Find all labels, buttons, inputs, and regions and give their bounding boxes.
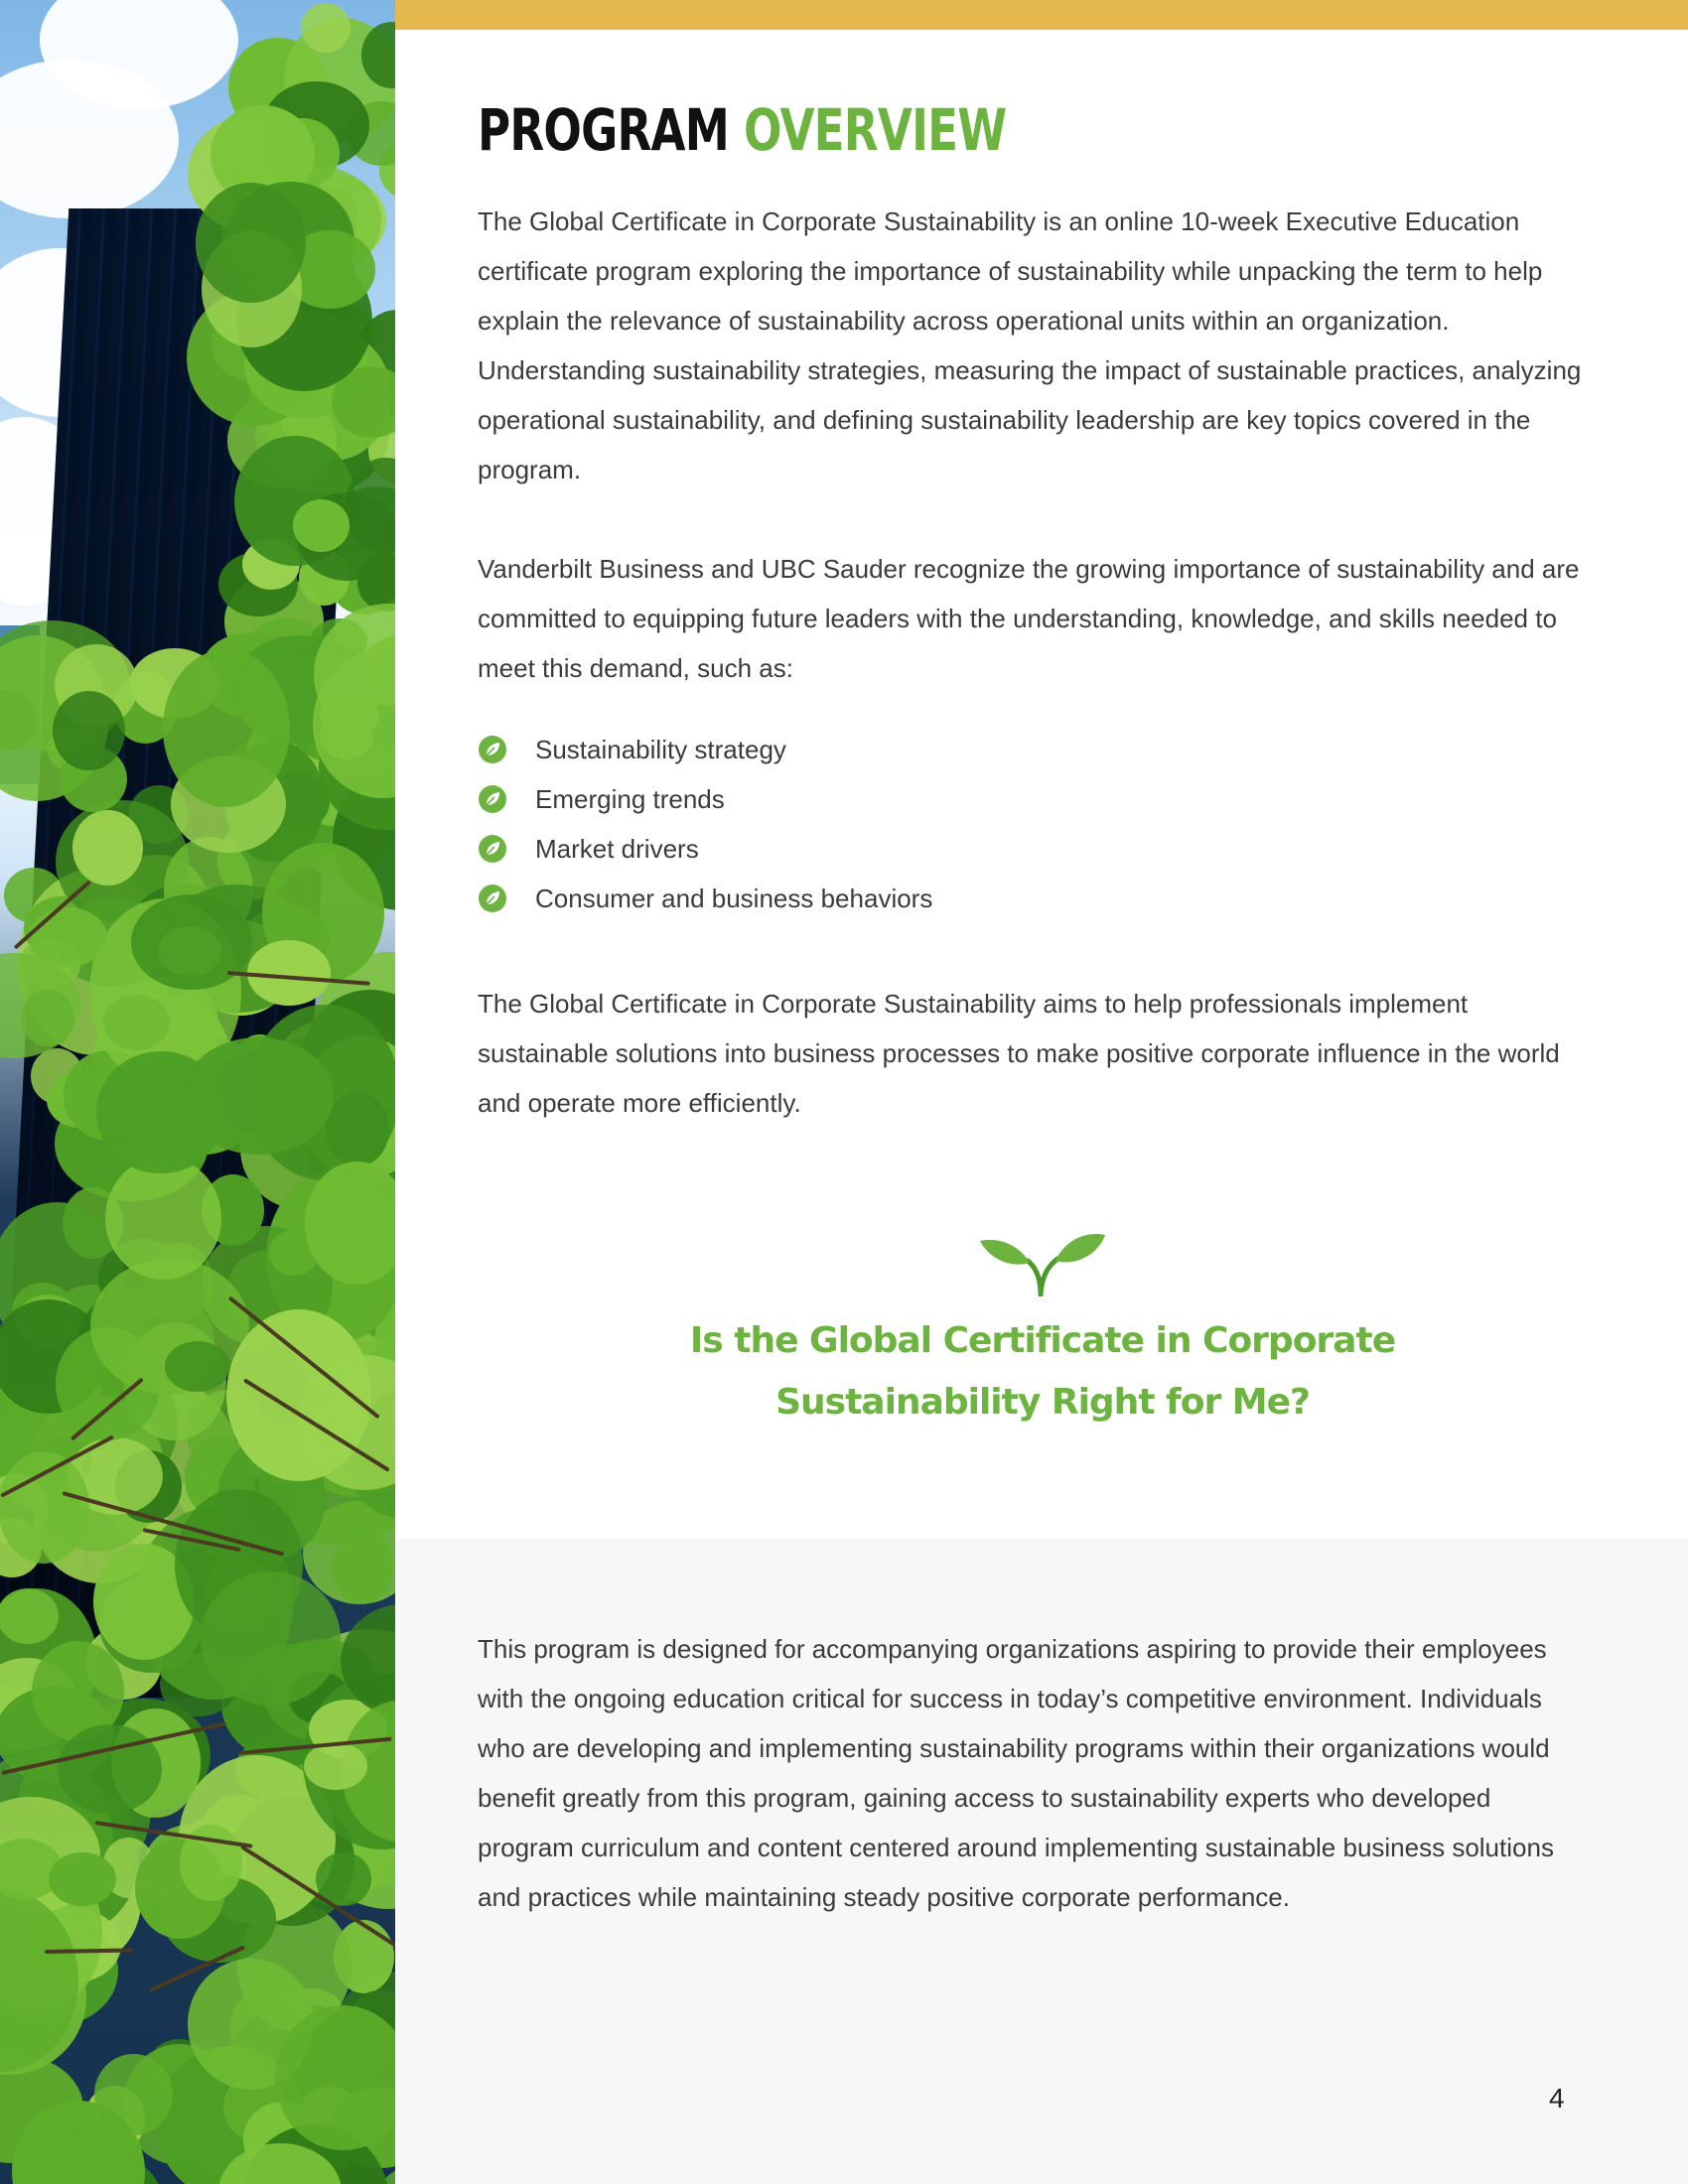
leaf-cluster [163, 649, 290, 807]
leaf-cluster [105, 1157, 221, 1280]
list-item-label: Emerging trends [535, 783, 725, 814]
audience-paragraph: This program is designed for accompanying organizations aspiring to provide their employees with the ongoing education critical for success in today’s competitive environment. Individuals who are developing and implementing sustainability programs within their organizations would benefit greatly from this program, gaining access to sustainability experts who developed program curriculum and content centered around implementing sustainable business solutions and practices while maintaining steady positive corporate performance. [478, 1634, 1554, 1912]
leaf-cluster [0, 1451, 89, 1563]
list-item [478, 824, 932, 874]
page-title [478, 96, 1007, 164]
closing-paragraph: The Global Certificate in Corporate Sustainability aims to help professionals implement sustainable solutions into business processes to make positive corporate influence in the world and operate more efficiently. [478, 989, 1560, 1118]
list-item [478, 774, 932, 824]
leaf-icon [478, 884, 507, 913]
leaf-cluster [196, 183, 306, 303]
callout-heading [635, 1310, 1450, 1433]
leaf-icon [478, 784, 507, 814]
leaf-cluster [304, 1742, 367, 1790]
list-item-label: Sustainability strategy [535, 734, 786, 764]
leaf-cluster [333, 1530, 393, 1604]
list-item-label: Consumer and business behaviors [535, 883, 933, 913]
leaf-cluster [29, 907, 108, 967]
commitment-paragraph: Vanderbilt Business and UBC Sauder recognize the growing importance of sustainability and are committed to equipping future leaders with the understanding, knowledge, and skills needed to meet this demand, such as: [478, 554, 1580, 683]
callout-line-1: Is the Global Certificate in Corporate [689, 1320, 1396, 1361]
list-item [478, 874, 932, 923]
leaf-cluster [94, 2054, 173, 2134]
leaf-icon [478, 834, 507, 864]
page-number: 4 [1549, 2083, 1565, 2114]
callout-line-2: Sustainability Right for Me? [775, 1382, 1310, 1423]
leaf-icon [478, 735, 507, 764]
leaf-cluster [301, 3, 351, 53]
leaf-cluster [96, 1051, 224, 1174]
intro-paragraph: The Global Certificate in Corporate Sustainability is an online 10-week Executive Education certificate program exploring the importance of sustainability while unpacking the term to help explain the relevance of sustainability across operational units within an organization. Understanding sustainability strategies, measuring the impact of sustainable practices, analyzing operational sustainability, and defining sustainability leadership are key topics covered in the program. [478, 206, 1582, 484]
title-word-overview: OVERVIEW [743, 96, 1007, 164]
skills-list [478, 725, 932, 923]
leaf-cluster [72, 810, 143, 886]
leaf-cluster [158, 926, 221, 976]
sprout-icon [978, 1229, 1107, 1297]
building-trees-photo [0, 0, 395, 2184]
list-item [478, 725, 932, 774]
title-word-program: PROGRAM [478, 96, 730, 164]
leaf-cluster [58, 1724, 162, 1814]
list-item-label: Market drivers [535, 833, 699, 864]
leaf-cluster [49, 1852, 116, 1906]
leaf-cluster [201, 1571, 341, 1706]
leaf-cluster [165, 1341, 231, 1392]
leaf-cluster [53, 691, 125, 770]
leaf-cluster [320, 714, 373, 759]
top-accent-bar [395, 0, 1688, 30]
